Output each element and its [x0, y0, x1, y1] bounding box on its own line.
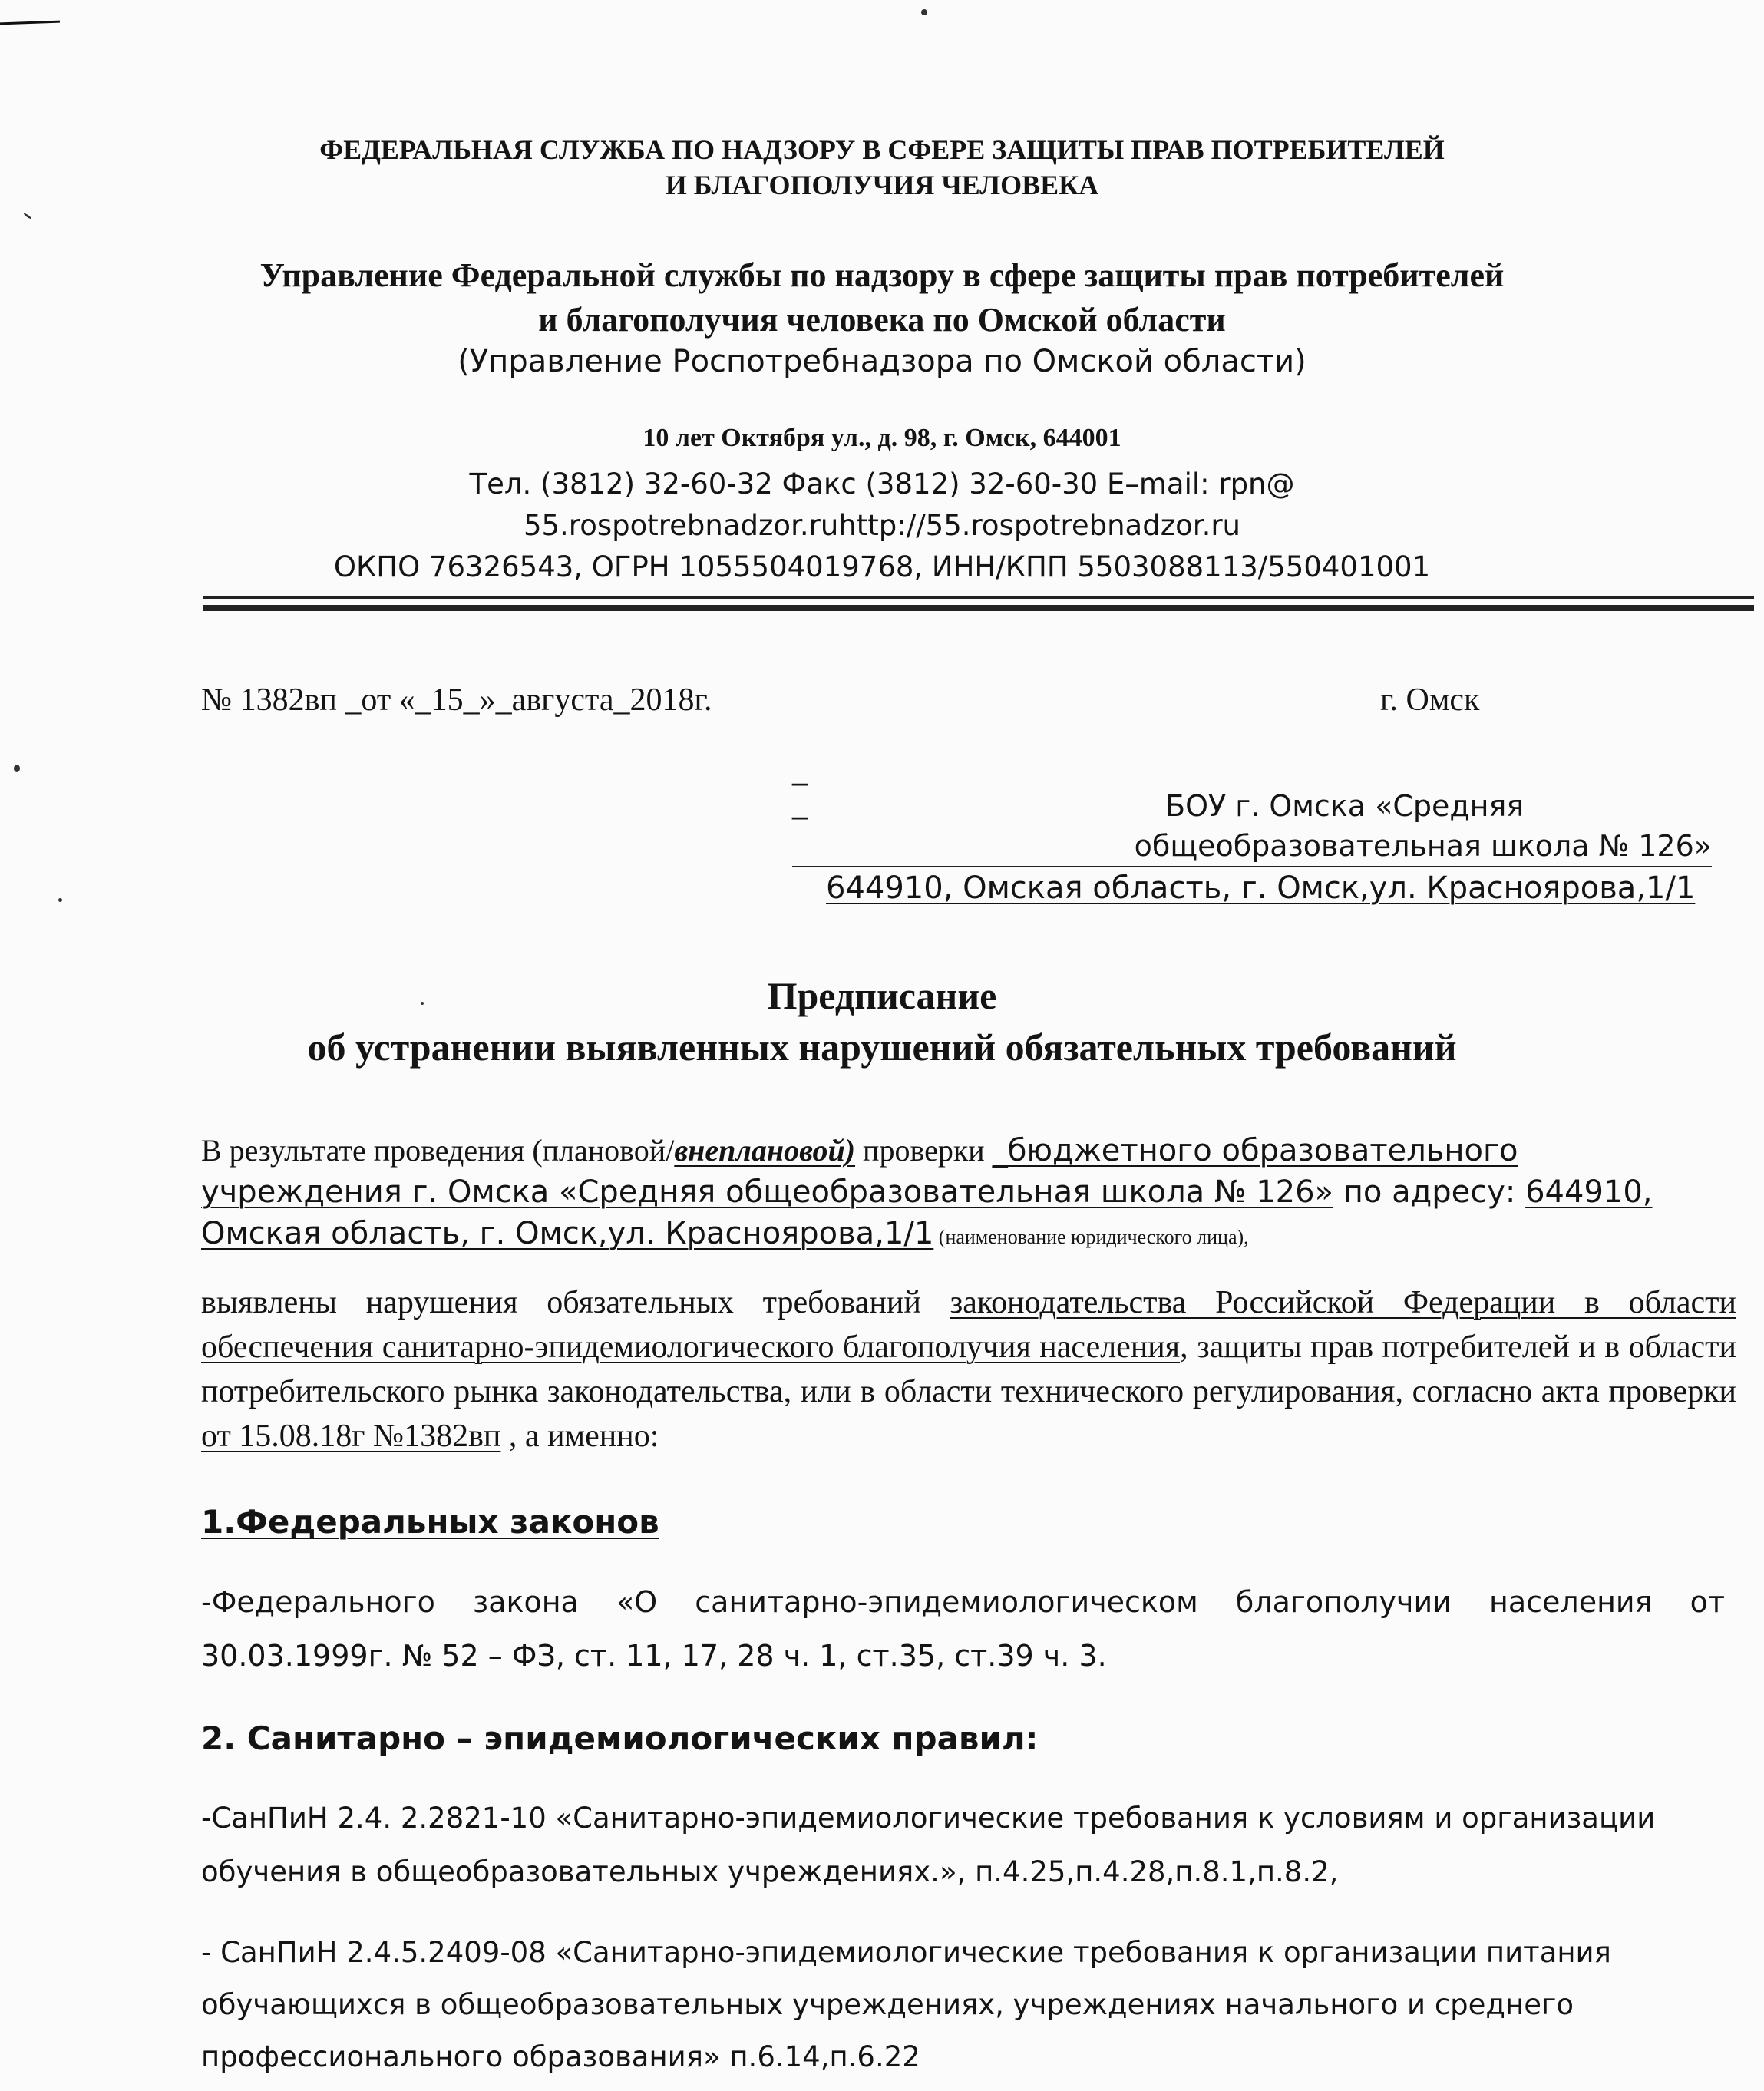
- findings-lead: выявлены нарушения обязательных требований: [201, 1285, 950, 1320]
- findings-paragraph: [201, 1280, 1736, 1458]
- agency-name-line1: ФЕДЕРАЛЬНАЯ СЛУЖБА ПО НАДЗОРУ В СФЕРЕ ЗАЩИТЫ ПРАВ ПОТРЕБИТЕЛЕЙ: [319, 134, 1445, 165]
- addressee-blank-2: _: [792, 785, 808, 820]
- address-label: по адресу:: [1333, 1174, 1526, 1210]
- inspection-act-ref: от 15.08.18г №1382вп: [201, 1419, 501, 1454]
- office-name-line2: и благополучия человека по Омской области: [538, 301, 1226, 339]
- inspection-type: внеплановой): [674, 1133, 856, 1168]
- legal-entity-note: (наименование юридического лица),: [933, 1226, 1249, 1248]
- contacts-line2: 55.rospotrebnadzor.ruhttp://55.rospotrebnadzor.ru: [523, 509, 1241, 542]
- findings-middle: , защиты прав потребителей и в области потребительского рынка законодательства, или в области технического регулирования, согласно акта проверки: [201, 1330, 1736, 1409]
- section-federal-laws-heading: 1.Федеральных законов: [201, 1503, 659, 1541]
- findings-tail: , а именно:: [500, 1419, 659, 1454]
- addressee-line2: общеобразовательная школа № 126»: [792, 829, 1712, 867]
- intro-mid: проверки: [855, 1133, 993, 1168]
- office-short-name: (Управление Роспотребнадзора по Омской области): [458, 344, 1306, 379]
- sanpin-item-1: -СанПиН 2.4. 2.2821-10 «Санитарно-эпидемиологические требования к условиям и организации обучения в общеобразовательных учреждениях.», п.4.25,п.4.28,п.8.1,п.8.2,: [201, 1802, 1656, 1888]
- agency-name: [0, 132, 1764, 203]
- document-city: г. Омск: [1380, 682, 1480, 718]
- scan-speck: [23, 213, 32, 220]
- office-name-line1: Управление Федеральной службы по надзору в сфере защиты прав потребителей: [259, 256, 1505, 294]
- addressee-address: 644910, Омская область, г. Омск,ул. Красноярова,1/1: [826, 870, 1696, 906]
- office-name: [0, 253, 1764, 342]
- section-sanitary-rules-heading: 2. Санитарно – эпидемиологических правил:: [201, 1719, 1039, 1757]
- findings-area: законодательства Российской Федерации в области обеспечения санитарно-эпидемиологического благополучия населения: [201, 1285, 1736, 1365]
- header-divider-thick: [203, 605, 1754, 611]
- scan-speck: [14, 765, 20, 772]
- sanpin-item-2: - СанПиН 2.4.5.2409-08 «Санитарно-эпидемиологические требования к организации питания обучающихся в общеобразовательных учреждениях, учреждениях начального и среднего профессионального образования» п.6.14,п.6.22: [201, 1936, 1611, 2073]
- inspected-address: 644910, Омская область, г. Омск,ул. Красноярова,1/1: [201, 1174, 1653, 1251]
- intro-lead: В результате проведения (плановой/: [201, 1133, 675, 1168]
- intro-paragraph: [201, 1130, 1721, 1258]
- addressee-line1: [1165, 789, 1524, 823]
- agency-name-line2: И БЛАГОПОЛУЧИЯ ЧЕЛОВЕКА: [665, 170, 1099, 200]
- contacts-line1: Тел. (3812) 32-60-32 Факс (3812) 32-60-30 E–mail: rpn@: [469, 467, 1295, 500]
- scan-speck: [921, 9, 927, 15]
- scan-corner-mark: [0, 21, 60, 25]
- header-divider-thin: [203, 596, 1754, 599]
- office-address: 10 лет Октября ул., д. 98, г. Омск, 644001: [643, 424, 1121, 452]
- addressee-blank-1: _: [792, 751, 808, 786]
- federal-law-item: -Федерального закона «О санитарно-эпидемиологическом благополучии населения от 30.03.1999г. № 52 – ФЗ, ст. 11, 17, 28 ч. 1, ст.35, ст.39 ч. 3.: [201, 1585, 1725, 1673]
- office-contacts: [0, 464, 1764, 588]
- inspected-organization: _бюджетного образовательного учреждения г. Омска «Средняя общеобразовательная школа № 126»: [201, 1133, 1518, 1210]
- scan-speck: [58, 898, 62, 902]
- document-number: № 1382вп _от «_15_»_августа_2018г.: [201, 682, 712, 718]
- registry-codes: ОКПО 76326543, ОГРН 1055504019768, ИНН/КПП 5503088113/550401001: [333, 550, 1431, 583]
- addressee-line1-text: БОУ г. Омска «Средняя: [1165, 789, 1525, 823]
- document-title: Предписание: [767, 974, 997, 1017]
- document-subtitle: об устранении выявленных нарушений обязательных требований: [307, 1026, 1457, 1069]
